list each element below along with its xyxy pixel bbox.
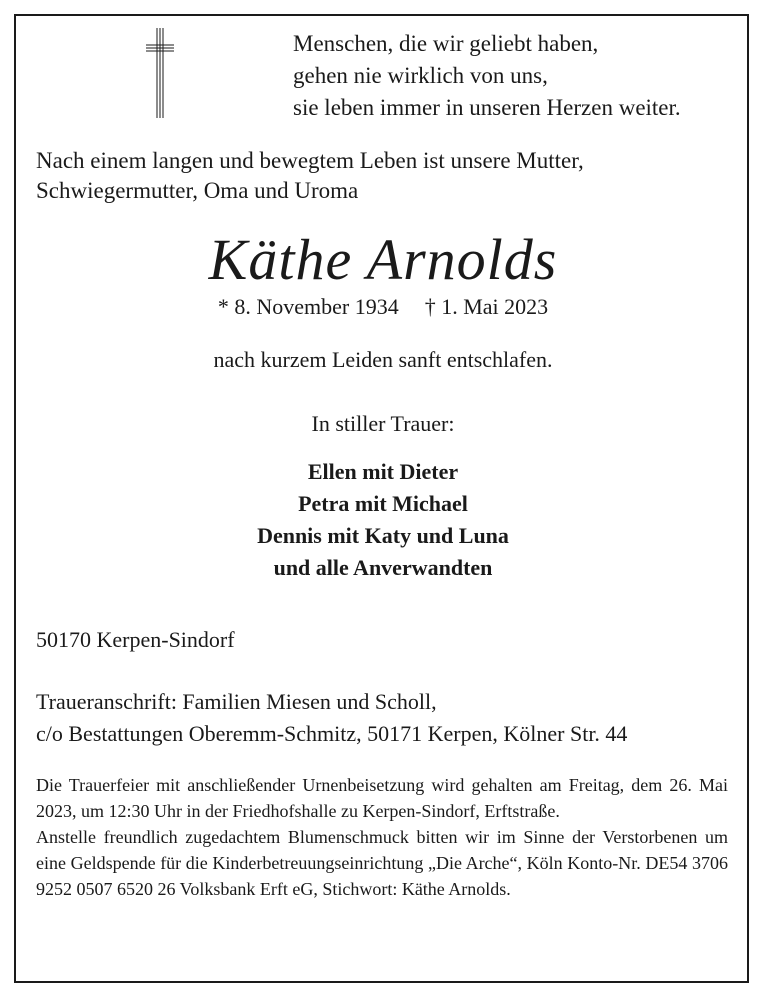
mourning-heading: In stiller Trauer:: [311, 411, 455, 436]
death-date: † 1. Mai 2023: [424, 294, 549, 319]
mourner-name: Dennis mit Katy und Luna: [257, 523, 509, 548]
mourners-list: [0, 456, 766, 584]
intro-line: Nach einem langen und bewegtem Leben ist unsere Mutter,: [36, 148, 584, 173]
donation-text: Anstelle freundlich zugedachtem Blumenschmuck bitten wir im Sinne der Verstorbenen um eine Geldspende für die Kinderbetreuungseinrichtung „Die Arche“, Köln Konto-Nr. DE54 3706 9252 0507 6520 26 Volksbank Erft eG, Stichwort: Käthe Arnolds.: [36, 827, 728, 899]
location: 50170 Kerpen-Sindorf: [36, 627, 235, 652]
mourning-address: [36, 686, 736, 750]
motto-line: sie leben immer in unseren Herzen weiter.: [293, 95, 681, 120]
birth-date: * 8. November 1934: [217, 294, 399, 319]
intro-text: [36, 146, 736, 206]
motto-quote: [293, 28, 743, 124]
address-line: Traueranschrift: Familien Miesen und Scholl,: [36, 689, 437, 714]
mourner-name: Petra mit Michael: [298, 491, 468, 516]
mourner-name: Ellen mit Dieter: [307, 459, 459, 484]
mourner-name: und alle Anverwandten: [273, 555, 493, 580]
address-line: c/o Bestattungen Oberemm-Schmitz, 50171 Kerpen, Kölner Str. 44: [36, 721, 628, 746]
motto-line: gehen nie wirklich von uns,: [293, 63, 548, 88]
deceased-name: Käthe Arnolds: [208, 227, 558, 292]
intro-line: Schwiegermutter, Oma und Uroma: [36, 178, 359, 203]
ceremony-text: Die Trauerfeier mit anschließender Urnenbeisetzung wird gehalten am Freitag, dem 26. Mai 2023, um 12:30 Uhr in der Friedhofshalle zu Kerpen-Sindorf, Erftstraße.: [36, 775, 728, 821]
motto-line: Menschen, die wir geliebt haben,: [293, 31, 599, 56]
passing-text: nach kurzem Leiden sanft entschlafen.: [213, 347, 553, 372]
cross-icon: [145, 27, 175, 119]
life-dates: [0, 293, 766, 321]
ceremony-details: [36, 772, 728, 902]
